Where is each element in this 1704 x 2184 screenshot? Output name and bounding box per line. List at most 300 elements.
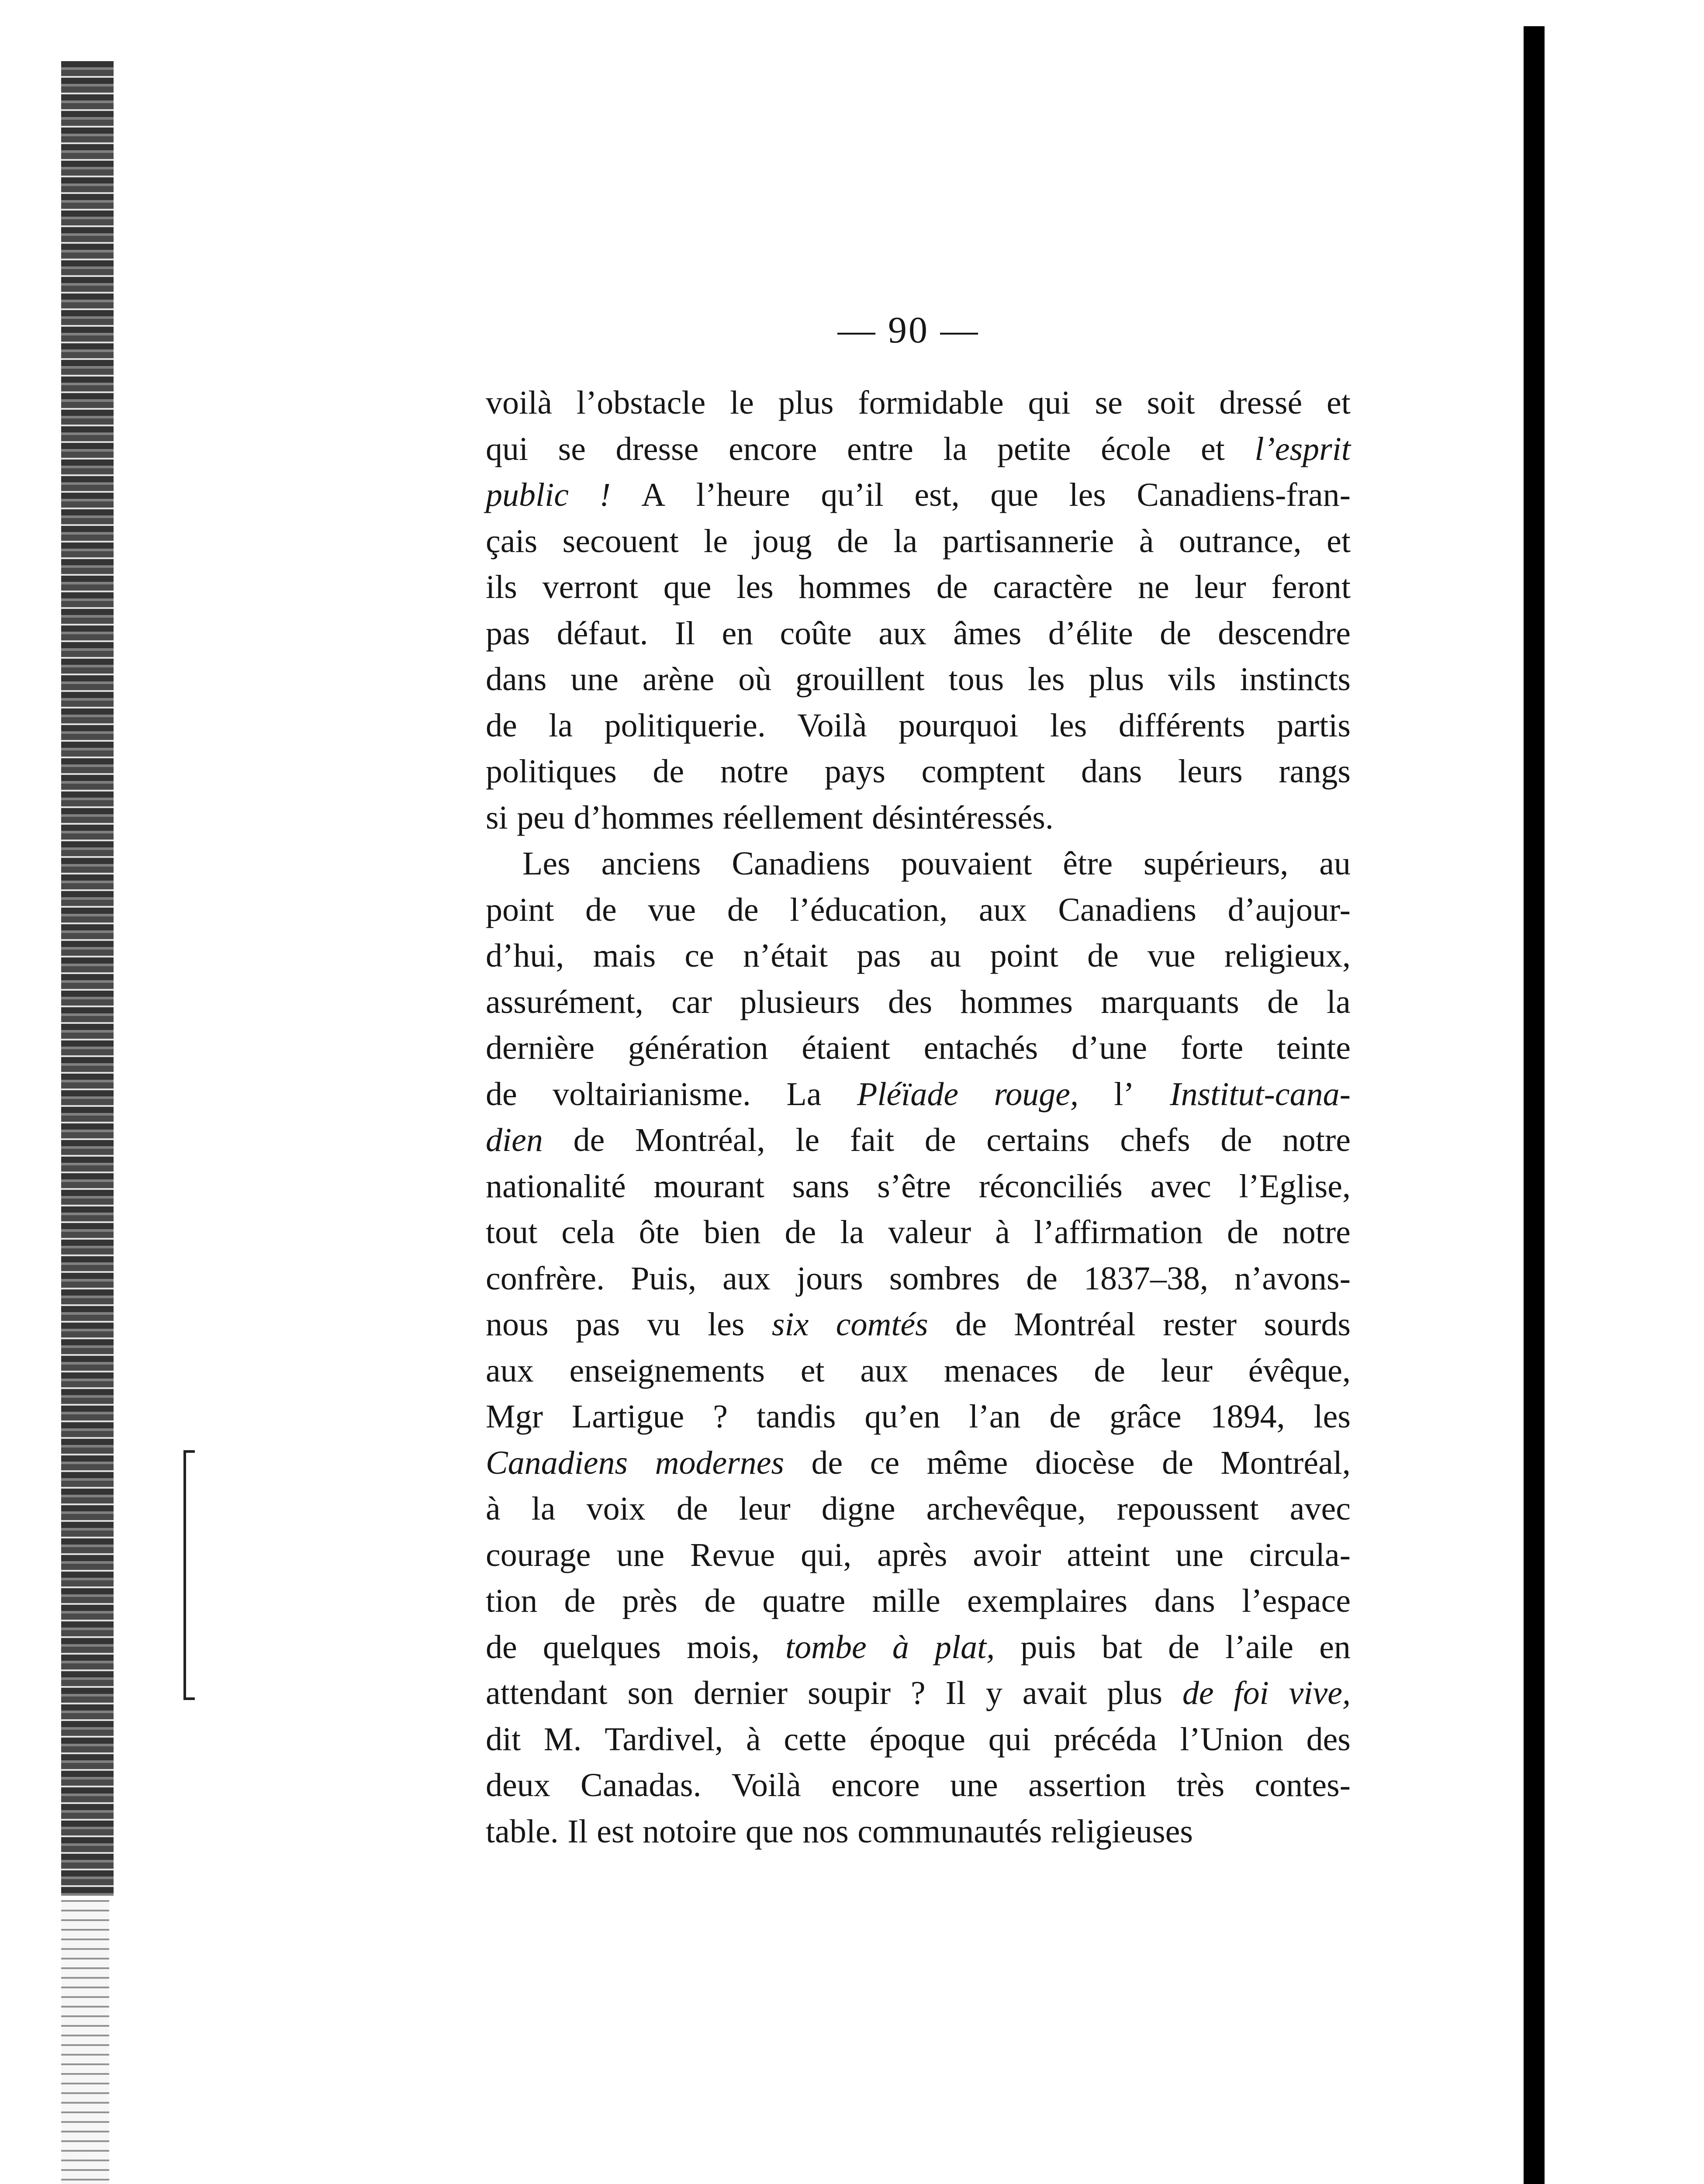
word: la: [531, 1490, 556, 1527]
word: n’avons-: [1234, 1260, 1351, 1297]
binding-gutter-scan-noise-lower: [61, 1900, 109, 2184]
word: la: [549, 707, 573, 744]
word: table.: [486, 1813, 559, 1850]
text-line: [486, 841, 1351, 887]
text-line: [486, 1578, 1351, 1624]
word: A: [641, 477, 666, 513]
text-line: [486, 1256, 1351, 1302]
word: pourquoi: [898, 707, 1019, 744]
word: l’obstacle: [576, 384, 706, 421]
word: dernier: [693, 1675, 788, 1711]
word: avoir: [973, 1536, 1041, 1573]
word: si: [486, 799, 508, 836]
word: menaces: [944, 1352, 1058, 1389]
word: réconciliés: [978, 1168, 1123, 1205]
word: Montréal: [1014, 1306, 1136, 1343]
word: une: [950, 1767, 998, 1804]
text-line: [486, 1670, 1351, 1717]
text-line: [486, 795, 1351, 841]
word: qu’en: [864, 1398, 940, 1435]
word: la: [893, 522, 918, 560]
word: nous: [486, 1306, 549, 1343]
text-line: [486, 657, 1351, 703]
italic-word: dien: [486, 1122, 543, 1158]
text-line: [486, 749, 1351, 795]
word: notre: [720, 753, 788, 790]
text-line: [486, 1717, 1351, 1763]
word: que: [990, 477, 1038, 513]
word: secouent: [562, 522, 679, 560]
word: hommes: [798, 569, 911, 605]
word: l’an: [969, 1398, 1021, 1435]
word: Les: [522, 845, 570, 882]
word: Lartigue: [571, 1398, 684, 1435]
word: Canadiens-fran-: [1137, 477, 1351, 513]
word: de: [1094, 1352, 1126, 1389]
word: religieux,: [1224, 937, 1351, 974]
word: plus: [778, 384, 834, 421]
text-line: [486, 1348, 1351, 1394]
word: au: [930, 937, 961, 974]
word: n’était: [743, 937, 828, 974]
word: outrance,: [1179, 522, 1302, 560]
word: dresse: [615, 430, 699, 467]
word: Il: [674, 615, 695, 652]
word: aux: [878, 615, 927, 652]
word: l’espace: [1242, 1583, 1351, 1619]
word: chefs: [1120, 1122, 1190, 1158]
word: le: [730, 384, 754, 421]
word: mourant: [653, 1168, 764, 1205]
word: voix: [586, 1490, 646, 1527]
word: peu: [517, 799, 565, 836]
word: des: [1306, 1721, 1351, 1758]
word: 1894,: [1210, 1398, 1285, 1435]
word: grâce: [1110, 1398, 1182, 1435]
word: ?: [910, 1675, 926, 1711]
word: çais: [486, 522, 538, 560]
paragraph: [486, 380, 1351, 841]
word: feront: [1271, 569, 1351, 605]
word: cette: [784, 1721, 847, 1758]
word: Montréal,: [1220, 1444, 1351, 1481]
word: les: [736, 569, 774, 605]
word: être: [1063, 845, 1113, 882]
word: pouvaient: [901, 845, 1032, 882]
text-line: [486, 518, 1351, 565]
word: La: [786, 1075, 822, 1113]
word: M.: [543, 1721, 582, 1758]
word: religieuses: [1051, 1813, 1193, 1850]
word: dans: [1081, 753, 1142, 790]
word: de: [486, 1628, 517, 1666]
word: attendant: [486, 1675, 608, 1711]
text-line: [486, 1440, 1351, 1486]
word: certains: [986, 1122, 1090, 1158]
word: de: [1227, 1214, 1258, 1251]
word: hommes: [960, 983, 1073, 1020]
word: de: [1160, 615, 1191, 652]
word: jours: [796, 1260, 863, 1297]
italic-word: à: [892, 1628, 909, 1666]
word: point: [990, 937, 1058, 974]
body-text: [486, 380, 1351, 1855]
word: tandis: [756, 1398, 836, 1435]
word: voltairianisme.: [553, 1075, 751, 1113]
word: de: [486, 1075, 517, 1113]
word: réellement: [722, 799, 863, 836]
word: arène: [642, 661, 715, 698]
italic-word: tombe: [785, 1628, 867, 1666]
word: une: [570, 661, 619, 698]
word: d’élite: [1048, 615, 1133, 652]
word: fait: [850, 1122, 895, 1158]
word: la: [840, 1214, 864, 1251]
word: à: [746, 1721, 761, 1758]
italic-word: rouge,: [994, 1075, 1078, 1113]
word: car: [671, 983, 712, 1020]
word: vu: [647, 1306, 681, 1343]
word: avait: [1022, 1675, 1087, 1711]
word: dans: [486, 661, 547, 698]
word: grouillent: [795, 661, 925, 698]
word: verront: [542, 569, 639, 605]
word: de: [1162, 1444, 1193, 1481]
word: l’Eglise,: [1239, 1168, 1351, 1205]
word: politiquerie.: [604, 707, 766, 744]
word: sans: [792, 1168, 850, 1205]
word: atteint: [1067, 1536, 1150, 1573]
word: nos: [802, 1813, 849, 1850]
word: tous: [948, 661, 1004, 698]
word: ?: [713, 1398, 728, 1435]
word: désintéressés.: [872, 799, 1054, 836]
word: école: [1101, 430, 1171, 467]
word: ce: [684, 937, 714, 974]
word: comptent: [921, 753, 1045, 790]
word: enseignements: [569, 1352, 765, 1389]
word: aux: [860, 1352, 909, 1389]
word: Voilà: [797, 707, 867, 744]
word: y: [985, 1675, 1002, 1711]
word: nationalité: [486, 1168, 626, 1205]
text-line: [486, 1209, 1351, 1256]
text-line: [486, 1486, 1351, 1532]
word: Mgr: [486, 1398, 543, 1435]
word: son: [627, 1675, 674, 1711]
word: au: [1319, 845, 1351, 882]
word: de: [585, 891, 617, 928]
word: s’être: [877, 1168, 951, 1205]
word: en: [1319, 1628, 1351, 1666]
word: aux: [978, 891, 1027, 928]
word: bat: [1102, 1628, 1142, 1666]
word: plusieurs: [740, 983, 860, 1020]
word: teinte: [1277, 1030, 1351, 1066]
italic-word: Pléïade: [857, 1075, 959, 1113]
word: près: [622, 1583, 678, 1619]
word: où: [738, 661, 772, 698]
word: de: [924, 1122, 956, 1158]
italic-word: !: [599, 477, 611, 513]
word: mais: [593, 937, 656, 974]
word: pas: [857, 937, 901, 974]
word: est,: [914, 477, 960, 513]
word: en: [722, 615, 753, 652]
text-line: [486, 887, 1351, 933]
word: archevêque,: [926, 1490, 1086, 1527]
word: qui: [486, 430, 529, 467]
word: une: [1175, 1536, 1224, 1573]
word: les: [1050, 707, 1087, 744]
word: Il: [567, 1813, 588, 1850]
word: dressé: [1219, 384, 1303, 421]
word: voilà: [486, 384, 552, 421]
word: bien: [703, 1214, 761, 1251]
word: Tardivel,: [605, 1721, 723, 1758]
word: pas: [575, 1306, 620, 1343]
word: l’affirmation: [1033, 1214, 1203, 1251]
word: qui,: [801, 1536, 852, 1573]
word: que: [663, 569, 712, 605]
text-line: [486, 1394, 1351, 1440]
word: et: [1327, 522, 1351, 560]
word: mille: [872, 1583, 940, 1619]
word: les: [1313, 1398, 1351, 1435]
word: ils: [486, 569, 517, 605]
text-line: [486, 933, 1351, 979]
word: ce: [870, 1444, 900, 1481]
text-line: [486, 1762, 1351, 1809]
word: assurément,: [486, 983, 643, 1020]
word: coûte: [780, 615, 852, 652]
word: instincts: [1240, 661, 1351, 698]
italic-word: comtés: [836, 1306, 928, 1343]
text-line: [486, 611, 1351, 657]
word: exemplaires: [967, 1583, 1128, 1619]
word: encore: [831, 1767, 920, 1804]
word: se: [558, 430, 586, 467]
word: soit: [1147, 384, 1195, 421]
italic-word: six: [771, 1306, 809, 1343]
word: petite: [997, 430, 1071, 467]
word: de: [785, 1214, 816, 1251]
word: contes-: [1255, 1767, 1351, 1804]
word: vils: [1168, 661, 1216, 698]
word: plus: [1107, 1675, 1163, 1711]
word: étaient: [802, 1030, 890, 1066]
word: de: [1220, 1122, 1252, 1158]
word: notoire: [643, 1813, 737, 1850]
word: digne: [821, 1490, 895, 1527]
word: ne: [1138, 569, 1169, 605]
word: entachés: [923, 1030, 1038, 1066]
word: la: [943, 430, 968, 467]
word: avec: [1289, 1490, 1351, 1527]
italic-word: l’esprit: [1255, 430, 1351, 467]
italic-word: Canadiens: [486, 1444, 628, 1481]
word: puis: [1020, 1628, 1076, 1666]
word: valeur: [888, 1214, 971, 1251]
word: ôte: [639, 1214, 680, 1251]
word: cela: [561, 1214, 615, 1251]
word: d’une: [1071, 1030, 1148, 1066]
word: évêque,: [1248, 1352, 1351, 1389]
italic-word: de: [1182, 1675, 1214, 1711]
word: de: [1087, 937, 1119, 974]
word: qu’il: [821, 477, 884, 513]
word: se: [1095, 384, 1123, 421]
word: époque: [869, 1721, 966, 1758]
text-line: [486, 1117, 1351, 1164]
word: de: [704, 1583, 736, 1619]
word: est: [597, 1813, 634, 1850]
word: différents: [1118, 707, 1245, 744]
word: entre: [847, 430, 913, 467]
word: plus: [1089, 661, 1144, 698]
word: sombres: [889, 1260, 1000, 1297]
text-line: [486, 1025, 1351, 1071]
word: de: [1267, 983, 1299, 1020]
text-line: [486, 1809, 1351, 1855]
word: et: [800, 1352, 825, 1389]
word: des: [888, 983, 933, 1020]
word: vue: [1147, 937, 1196, 974]
word: partisannerie: [942, 522, 1114, 560]
word: Montréal,: [635, 1122, 765, 1158]
word: défaut.: [556, 615, 648, 652]
word: de: [811, 1444, 843, 1481]
margin-bracket-mark: [183, 1450, 195, 1700]
word: que: [745, 1813, 794, 1850]
word: à: [995, 1214, 1010, 1251]
text-line: [486, 1624, 1351, 1671]
word: d’hui,: [486, 937, 564, 974]
page-number: — 90 —: [837, 309, 980, 351]
word: de: [676, 1490, 708, 1527]
word: qui: [1028, 384, 1071, 421]
word: politiques: [486, 753, 617, 790]
word: formidable: [858, 384, 1004, 421]
italic-word: modernes: [655, 1444, 785, 1481]
text-line: [486, 426, 1351, 473]
word: quelques: [543, 1628, 661, 1666]
word: marquants: [1101, 983, 1239, 1020]
word: aux: [486, 1352, 534, 1389]
word: les: [1028, 661, 1065, 698]
word: à: [1139, 522, 1154, 560]
word: la: [1327, 983, 1351, 1020]
word: dit: [486, 1721, 521, 1758]
word: leur: [1194, 569, 1246, 605]
word: de: [837, 522, 868, 560]
italic-word: foi: [1234, 1675, 1269, 1711]
word: avec: [1150, 1168, 1211, 1205]
word: leur: [739, 1490, 791, 1527]
word: rester: [1163, 1306, 1237, 1343]
word: d’aujour-: [1227, 891, 1351, 928]
italic-word: vive,: [1289, 1675, 1351, 1711]
word: à: [486, 1490, 501, 1527]
word: et: [1201, 430, 1225, 467]
word: deux: [486, 1767, 550, 1804]
word: confrère.: [486, 1260, 605, 1297]
word: encore: [728, 430, 817, 467]
word: l’éducation,: [790, 891, 948, 928]
word: qui: [988, 1721, 1031, 1758]
word: quatre: [762, 1583, 846, 1619]
paragraph: [486, 841, 1351, 1855]
word: l’Union: [1180, 1721, 1283, 1758]
word: de: [1026, 1260, 1058, 1297]
word: dernière: [486, 1030, 594, 1066]
word: pays: [824, 753, 885, 790]
italic-word: Institut-cana-: [1170, 1075, 1351, 1113]
word: les: [1069, 477, 1106, 513]
word: après: [877, 1536, 947, 1573]
word: Canadiens: [732, 845, 870, 882]
word: les: [708, 1306, 745, 1343]
word: de: [653, 753, 684, 790]
word: Canadas.: [581, 1767, 702, 1804]
text-line: [486, 472, 1351, 518]
word: Revue: [690, 1536, 775, 1573]
italic-word: public: [486, 477, 569, 513]
word: tout: [486, 1214, 538, 1251]
word: l’heure: [696, 477, 790, 513]
text-line: [486, 1071, 1351, 1118]
text-line: [486, 564, 1351, 611]
word: d’hommes: [574, 799, 714, 836]
word: caractère: [993, 569, 1113, 605]
word: précéda: [1054, 1721, 1157, 1758]
word: leurs: [1178, 753, 1243, 790]
word: Voilà: [731, 1767, 801, 1804]
word: soupir: [808, 1675, 891, 1711]
word: rangs: [1279, 753, 1351, 790]
word: de: [564, 1583, 596, 1619]
word: le: [795, 1122, 820, 1158]
word: de: [727, 891, 759, 928]
word: une: [616, 1536, 665, 1573]
word: leur: [1161, 1352, 1213, 1389]
word: très: [1176, 1767, 1225, 1804]
word: aux: [722, 1260, 771, 1297]
word: joug: [753, 522, 812, 560]
word: anciens: [601, 845, 701, 882]
word: et: [1327, 384, 1351, 421]
word: de: [936, 569, 968, 605]
italic-word: plat,: [934, 1628, 995, 1666]
page-edge-bar: [1524, 26, 1545, 2184]
word: tion: [486, 1583, 538, 1619]
word: point: [486, 891, 554, 928]
word: de: [486, 707, 517, 744]
binding-gutter-scan-noise: [61, 61, 114, 1896]
word: Canadiens: [1058, 891, 1196, 928]
word: notre: [1282, 1122, 1351, 1158]
text-line: [486, 703, 1351, 749]
word: dans: [1154, 1583, 1215, 1619]
word: vue: [648, 891, 696, 928]
word: partis: [1277, 707, 1351, 744]
word: forte: [1180, 1030, 1244, 1066]
word: de: [1168, 1628, 1199, 1666]
word: génération: [628, 1030, 768, 1066]
word: circula-: [1249, 1536, 1351, 1573]
word: Il: [945, 1675, 966, 1711]
word: assertion: [1028, 1767, 1147, 1804]
